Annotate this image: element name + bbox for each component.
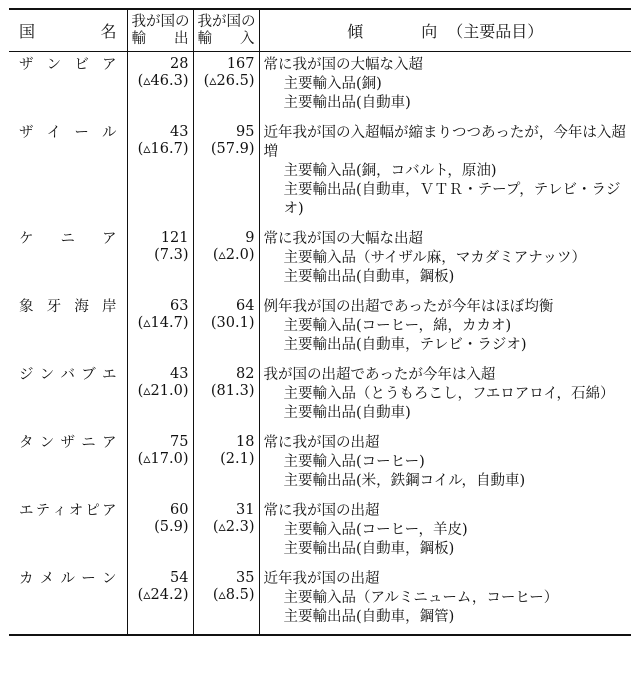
trend-header-note: （主要品目） [447,21,544,41]
imports-change: (30.1) [210,315,255,331]
country-cell [9,566,127,635]
imports-value: 18 [236,434,255,450]
imports-value: 35 [236,570,255,586]
main-exports-text: 主要輸出品(米，鉄鋼コイル，自動車) [283,473,526,489]
country-name-char: イ [46,125,62,141]
country-name-char: 海 [74,299,89,315]
country-name-char: テ [35,503,51,519]
table-row [9,498,631,566]
exports-value: 60 [170,502,189,518]
country-name-char: ル [101,125,117,141]
country-name-char: ケ [19,231,34,247]
main-imports-text: 主要輸入品(コーヒー，綿，カカオ) [283,318,512,334]
country-name-char: オ [68,503,84,519]
main-imports-text: 主要輸入品（サイザル麻，マカダミアナッツ） [283,250,586,266]
imports-change: (81.3) [210,383,255,399]
imports-cell [193,566,259,635]
exports-cell [127,294,193,362]
country-name-char: バ [60,367,75,383]
imports-value: 64 [236,298,255,314]
trend-text: 我が国の出超であったが今年は入超 [263,367,496,383]
country-name-char: ン [102,571,117,587]
country-column-header [9,9,127,52]
country-cell [9,362,127,430]
imports-value: 9 [245,230,255,246]
main-imports-text: 主要輸入品(コーヒー，羊皮) [283,522,468,538]
country-cell [9,226,127,294]
imports-change: (▵26.5) [203,73,255,89]
country-name-char: ニ [81,435,96,451]
imports-change: (▵8.5) [212,587,255,603]
country-name-char: ザ [19,125,34,141]
table-row [9,430,631,498]
main-imports-text: 主要輸入品（アルミニューム，コーヒー） [283,590,559,606]
country-name-char: タ [19,435,34,451]
exports-change: (5.9) [154,519,189,535]
trend-header-word: 向 [421,21,438,41]
country-name-char: 牙 [46,299,62,315]
trade-table [9,8,631,636]
exports-cell [127,120,193,226]
exports-value: 43 [170,124,189,140]
trend-text: 近年我が国の出超 [263,571,380,587]
trend-text: 近年我が国の入超幅が縮まりつつあったが，今年は入超増 [263,125,626,160]
trend-cell [259,226,631,294]
exports-column-header [127,9,193,52]
country-name-char: ィ [52,503,67,519]
trend-cell [259,566,631,635]
country-name-char: ン [39,435,55,451]
imports-cell [193,120,259,226]
country-name-char: ア [101,503,117,519]
imports-column-header [193,9,259,52]
main-exports-text: 主要輸出品(自動車，鋼板) [283,269,455,285]
country-name-char: ン [39,367,55,383]
main-exports-text: 主要輸出品(自動車，テレビ・ラジオ) [283,337,527,353]
country-name-char: ビ [74,57,89,73]
country-name-char: カ [19,571,34,587]
exports-cell [127,566,193,635]
country-name-char: ザ [19,57,34,73]
main-imports-text: 主要輸入品（とうもろこし，フエロアロイ，石綿） [283,386,615,402]
imports-value: 82 [236,366,255,382]
imports-header-char: 輸 [197,31,212,47]
main-exports-text: 主要輸出品(自動車) [283,95,411,111]
exports-cell [127,52,193,121]
exports-cell [127,498,193,566]
exports-change: (▵24.2) [137,587,189,603]
country-header-char: 名 [100,21,117,41]
table-row [9,294,631,362]
exports-change: (▵21.0) [137,383,189,399]
exports-value: 121 [160,230,189,246]
exports-value: 75 [170,434,189,450]
imports-value: 95 [236,124,255,140]
exports-change: (7.3) [154,247,189,263]
exports-value: 63 [170,298,189,314]
country-name-char: 象 [19,299,34,315]
imports-change: (▵2.0) [212,247,255,263]
exports-change: (▵17.0) [137,451,189,467]
country-name-char: ピ [85,503,100,519]
country-name-char: メ [39,571,55,587]
main-exports-text: 主要輸出品(自動車，鋼管) [283,609,455,625]
main-imports-text: 主要輸入品(銅) [283,76,382,92]
exports-value: 28 [170,56,189,72]
country-name-char: エ [19,503,34,519]
trend-text: 常に我が国の大幅な出超 [263,231,423,247]
imports-change: (2.1) [220,451,255,467]
imports-value: 167 [226,56,255,72]
imports-cell [193,52,259,121]
main-imports-text: 主要輸入品(銅，コバルト，原油) [283,163,497,179]
exports-header-char: 輸 [131,31,146,47]
table-row [9,120,631,226]
trend-cell [259,120,631,226]
country-name-char: ブ [81,367,96,383]
table-row [9,566,631,635]
exports-header-top: 我が国の [131,14,190,30]
trend-cell [259,498,631,566]
country-name-char: ー [74,125,89,141]
exports-header-char: 出 [174,31,189,47]
imports-header-char: 入 [240,31,255,47]
trend-cell [259,294,631,362]
imports-change: (▵2.3) [212,519,255,535]
country-name-char: ニ [60,231,75,247]
country-cell [9,52,127,121]
trend-cell [259,362,631,430]
country-name-char: ン [46,57,62,73]
exports-change: (▵14.7) [137,315,189,331]
country-cell [9,498,127,566]
country-name-char: ル [60,571,75,587]
trend-text: 常に我が国の出超 [263,503,380,519]
trend-cell [259,430,631,498]
main-exports-text: 主要輸出品(自動車，ＶＴＲ・テープ，テレビ・ラジオ) [283,182,621,217]
country-name-char: ア [102,231,117,247]
country-cell [9,120,127,226]
country-cell [9,430,127,498]
exports-cell [127,362,193,430]
country-header-char: 国 [19,21,36,41]
trend-text: 常に我が国の大幅な入超 [263,57,423,73]
country-name-char: 岸 [101,299,117,315]
country-name-char: ー [81,571,96,587]
country-name-char: ジ [19,367,34,383]
imports-cell [193,498,259,566]
exports-cell [127,226,193,294]
trend-text: 例年我が国の出超であったが今年はほぼ均衡 [263,299,554,315]
main-imports-text: 主要輸入品(コーヒー) [283,454,425,470]
imports-cell [193,430,259,498]
imports-cell [193,294,259,362]
trend-header-word: 傾 [347,21,364,41]
main-exports-text: 主要輸出品(自動車) [283,405,411,421]
trend-cell [259,52,631,121]
country-name-char: ザ [60,435,75,451]
country-name-char: ア [101,57,117,73]
imports-header-top: 我が国の [197,14,256,30]
trend-column-header [259,9,631,52]
table-row [9,226,631,294]
imports-cell [193,362,259,430]
table-row [9,362,631,430]
exports-cell [127,430,193,498]
country-name-char: エ [102,367,117,383]
main-exports-text: 主要輸出品(自動車，鋼板) [283,541,455,557]
exports-change: (▵46.3) [137,73,189,89]
imports-change: (57.9) [210,141,255,157]
header-row [9,9,631,52]
imports-cell [193,226,259,294]
country-cell [9,294,127,362]
trend-text: 常に我が国の出超 [263,435,380,451]
exports-value: 54 [170,570,189,586]
table-row [9,52,631,121]
exports-change: (▵16.7) [137,141,189,157]
exports-value: 43 [170,366,189,382]
imports-value: 31 [236,502,255,518]
country-name-char: ア [102,435,117,451]
